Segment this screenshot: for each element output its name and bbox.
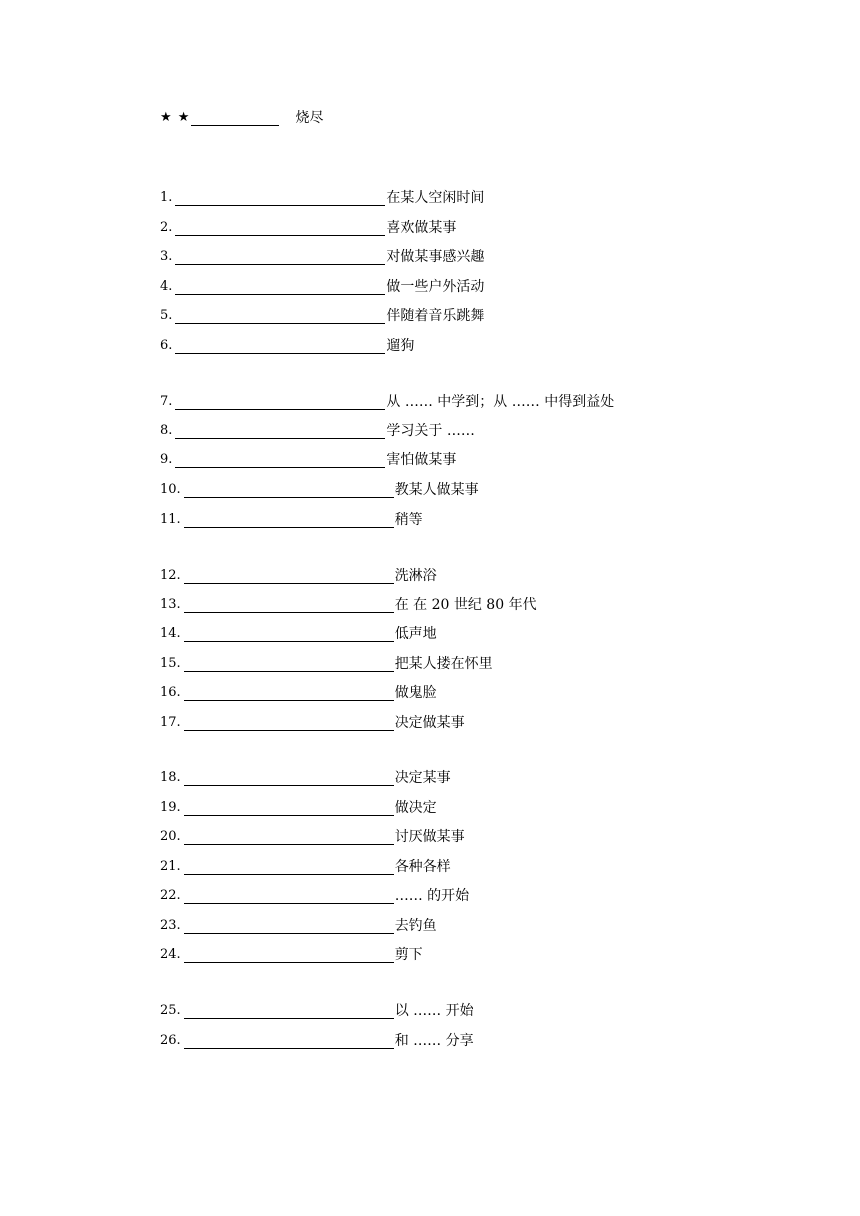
list-item (160, 943, 423, 963)
list-item (160, 275, 484, 295)
item-meaning: 伴随着音乐跳舞 (386, 308, 485, 324)
item-meaning: 洗淋浴 (394, 568, 437, 584)
answer-blank[interactable] (184, 860, 394, 875)
header-answer-blank[interactable] (191, 111, 279, 126)
list-item (160, 334, 414, 354)
answer-blank[interactable] (175, 280, 385, 295)
item-number: 14. (160, 626, 181, 641)
answer-blank[interactable] (175, 191, 385, 206)
item-meaning: 和 …… 分享 (394, 1033, 474, 1049)
list-item (160, 478, 479, 498)
item-meaning: 去钓鱼 (394, 918, 437, 934)
item-meaning: 剪下 (394, 947, 423, 963)
answer-blank[interactable] (184, 627, 394, 642)
list-item (160, 711, 465, 731)
list-item (160, 448, 456, 468)
list-item (160, 304, 484, 324)
item-meaning: 遛狗 (386, 338, 415, 354)
answer-blank[interactable] (184, 483, 394, 498)
answer-blank[interactable] (175, 395, 385, 410)
item-number: 26. (160, 1033, 181, 1048)
answer-blank[interactable] (184, 686, 394, 701)
item-number: 11. (160, 512, 181, 527)
answer-blank[interactable] (175, 453, 385, 468)
list-item (160, 564, 437, 584)
item-number: 8. (160, 423, 173, 438)
item-meaning: 各种各样 (394, 859, 451, 875)
answer-blank[interactable] (184, 948, 394, 963)
item-number: 17. (160, 715, 181, 730)
answer-blank[interactable] (175, 221, 385, 236)
list-item (160, 652, 493, 672)
list-item (160, 855, 451, 875)
answer-blank[interactable] (184, 771, 394, 786)
item-meaning: 做鬼脸 (394, 685, 437, 701)
item-number: 4. (160, 279, 173, 294)
item-number: 21. (160, 859, 181, 874)
list-item (160, 593, 537, 613)
item-number: 15. (160, 656, 181, 671)
item-number: 10. (160, 482, 181, 497)
item-meaning: 在某人空闲时间 (386, 190, 485, 206)
answer-blank[interactable] (184, 919, 394, 934)
list-item (160, 622, 437, 642)
list-item (160, 419, 475, 439)
list-item (160, 245, 484, 265)
list-item (160, 914, 437, 934)
list-item (160, 825, 465, 845)
list-item (160, 766, 451, 786)
item-number: 7. (160, 394, 173, 409)
item-meaning: 教某人做某事 (394, 482, 479, 498)
list-item (160, 1029, 474, 1049)
item-number: 18. (160, 770, 181, 785)
answer-blank[interactable] (184, 657, 394, 672)
list-item (160, 796, 437, 816)
answer-blank[interactable] (184, 569, 394, 584)
list-item (160, 999, 474, 1019)
section-header (160, 106, 323, 126)
item-meaning: 低声地 (394, 626, 437, 642)
item-meaning: 做一些户外活动 (386, 279, 485, 295)
item-number: 22. (160, 888, 181, 903)
answer-blank[interactable] (184, 889, 394, 904)
item-number: 12. (160, 568, 181, 583)
item-meaning: 决定做某事 (394, 715, 465, 731)
answer-blank[interactable] (184, 1004, 394, 1019)
answer-blank[interactable] (175, 339, 385, 354)
item-meaning: …… 的开始 (394, 888, 470, 904)
list-item (160, 186, 484, 206)
list-item (160, 390, 614, 410)
answer-blank[interactable] (184, 716, 394, 731)
item-number: 24. (160, 947, 181, 962)
item-meaning: 决定某事 (394, 770, 451, 786)
header-word: 烧尽 (295, 110, 324, 126)
item-number: 19. (160, 800, 181, 815)
list-item (160, 681, 437, 701)
answer-blank[interactable] (175, 424, 385, 439)
answer-blank[interactable] (184, 598, 394, 613)
item-number: 3. (160, 249, 173, 264)
list-item (160, 216, 456, 236)
item-meaning: 稍等 (394, 512, 423, 528)
item-number: 1. (160, 190, 173, 205)
item-number: 5. (160, 308, 173, 323)
item-number: 9. (160, 452, 173, 467)
item-meaning: 害怕做某事 (386, 452, 457, 468)
item-number: 13. (160, 597, 181, 612)
item-meaning: 以 …… 开始 (394, 1003, 474, 1019)
item-number: 23. (160, 918, 181, 933)
answer-blank[interactable] (175, 250, 385, 265)
answer-blank[interactable] (184, 1034, 394, 1049)
difficulty-stars: ★ ★ (160, 110, 191, 125)
item-number: 6. (160, 338, 173, 353)
item-meaning: 学习关于 …… (386, 423, 475, 439)
item-number: 25. (160, 1003, 181, 1018)
item-meaning: 从 …… 中学到；从 …… 中得到益处 (386, 394, 615, 410)
item-meaning: 喜欢做某事 (386, 220, 457, 236)
list-item (160, 884, 469, 904)
item-meaning: 讨厌做某事 (394, 829, 465, 845)
answer-blank[interactable] (184, 801, 394, 816)
item-meaning: 做决定 (394, 800, 437, 816)
item-meaning: 在 在 20 世纪 80 年代 (394, 597, 537, 613)
item-meaning: 对做某事感兴趣 (386, 249, 485, 265)
item-number: 2. (160, 220, 173, 235)
item-meaning: 把某人搂在怀里 (394, 656, 493, 672)
item-number: 20. (160, 829, 181, 844)
answer-blank[interactable] (184, 830, 394, 845)
answer-blank[interactable] (175, 309, 385, 324)
answer-blank[interactable] (184, 513, 394, 528)
list-item (160, 508, 423, 528)
item-number: 16. (160, 685, 181, 700)
